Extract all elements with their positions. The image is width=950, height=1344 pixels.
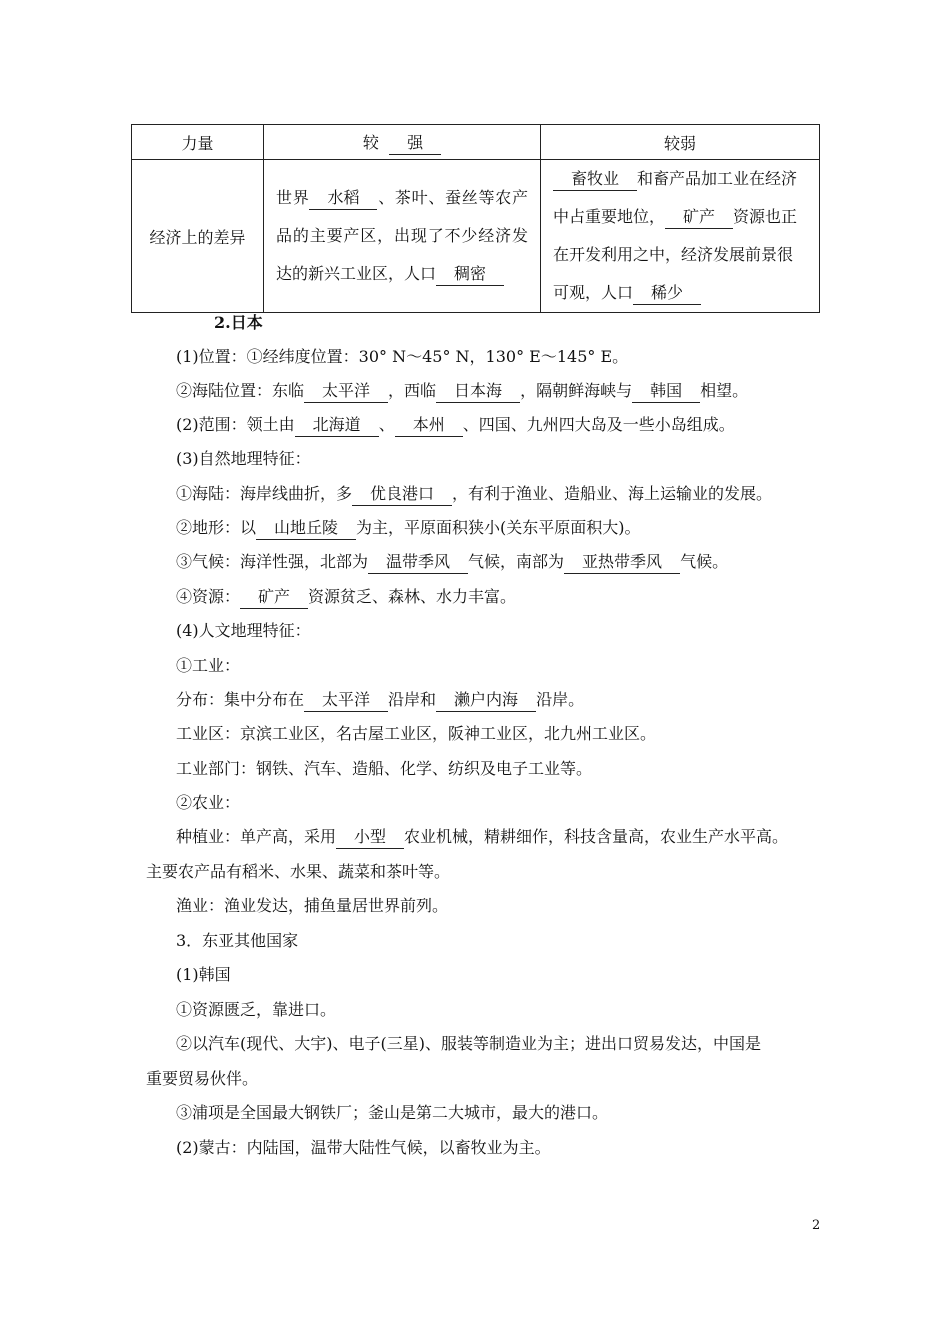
header-force: 力量 (132, 125, 264, 160)
mongolia: (2)蒙古：内陆国，温带大陆性气候，以畜牧业为主。 (176, 1138, 551, 1157)
cell-weak: 畜牧业 和畜产品加工业在经济中占重要地位， 矿产 资源也正在开发利用之中，经济发展前景很可观，人口 稀少 (541, 160, 820, 313)
korea-item-2: ②以汽车(现代、大宇)、电子(三星)、服装等制造业为主；进出口贸易发达，中国是 (176, 1034, 761, 1053)
japan-industry-zones: 工业区：京滨工业区，名古屋工业区，阪神工业区，北九州工业区。 (176, 724, 657, 743)
japan-planting-cont: 主要农产品有稻米、水果、蔬菜和茶叶等。 (146, 862, 451, 881)
japan-natural-heading: (3)自然地理特征： (176, 449, 311, 468)
japan-industry-heading: ①工业： (176, 656, 241, 675)
japan-climate: ③气候：海洋性强，北部为 温带季风 气候，南部为 亚热带季风 气候。 (176, 551, 728, 574)
row-label: 经济上的差异 (132, 160, 264, 313)
comparison-table (131, 124, 820, 313)
korea-heading: (1)韩国 (176, 965, 231, 984)
japan-terrain: ②地形：以 山地丘陵 为主，平原面积狭小(关东平原面积大)。 (176, 517, 641, 540)
japan-position: (1)位置：①经纬度位置：30° N～45° N，130° E～145° E。 (176, 347, 629, 366)
page-number: 2 (812, 1218, 821, 1233)
japan-industry-sectors: 工业部门：钢铁、汽车、造船、化学、纺织及电子工业等。 (176, 759, 593, 778)
japan-human-heading: (4)人文地理特征： (176, 621, 311, 640)
japan-fishery: 渔业：渔业发达，捕鱼量居世界前列。 (176, 896, 449, 915)
korea-item-3: ③浦项是全国最大钢铁厂；釜山是第二大城市，最大的港口。 (176, 1103, 609, 1122)
japan-resource: ④资源： 矿产 资源贫乏、森林、水力丰富。 (176, 586, 516, 609)
section-title-japan: 2.日本 (214, 313, 263, 332)
japan-sea-land: ②海陆位置：东临 太平洋 ，西临 日本海 ，隔朝鲜海峡与 韩国 相望。 (176, 380, 748, 403)
japan-range: (2)范围：领土由 北海道 、 本州 、四国、九州四大岛及一些小岛组成。 (176, 414, 735, 437)
cell-strong: 世界 水稻 、茶叶、蚕丝等农产品的主要产区，出现了不少经济发达的新兴工业区，人口 稠密 (264, 160, 541, 313)
header-strong: 较 强 (264, 125, 541, 160)
header-weak: 较弱 (541, 125, 820, 160)
japan-coast: ①海陆：海岸线曲折，多 优良港口 ，有利于渔业、造船业、海上运输业的发展。 (176, 483, 772, 506)
japan-planting: 种植业：单产高，采用 小型 农业机械，精耕细作，科技含量高，农业生产水平高。 (176, 826, 788, 849)
korea-item-1: ①资源匮乏，靠进口。 (176, 1000, 337, 1019)
japan-industry-distribution: 分布：集中分布在 太平洋 沿岸和 濑户内海 沿岸。 (176, 689, 584, 712)
korea-item-2-cont: 重要贸易伙伴。 (146, 1069, 259, 1088)
japan-agri-heading: ②农业： (176, 793, 241, 812)
section-title-other: 3．东亚其他国家 (176, 931, 299, 950)
